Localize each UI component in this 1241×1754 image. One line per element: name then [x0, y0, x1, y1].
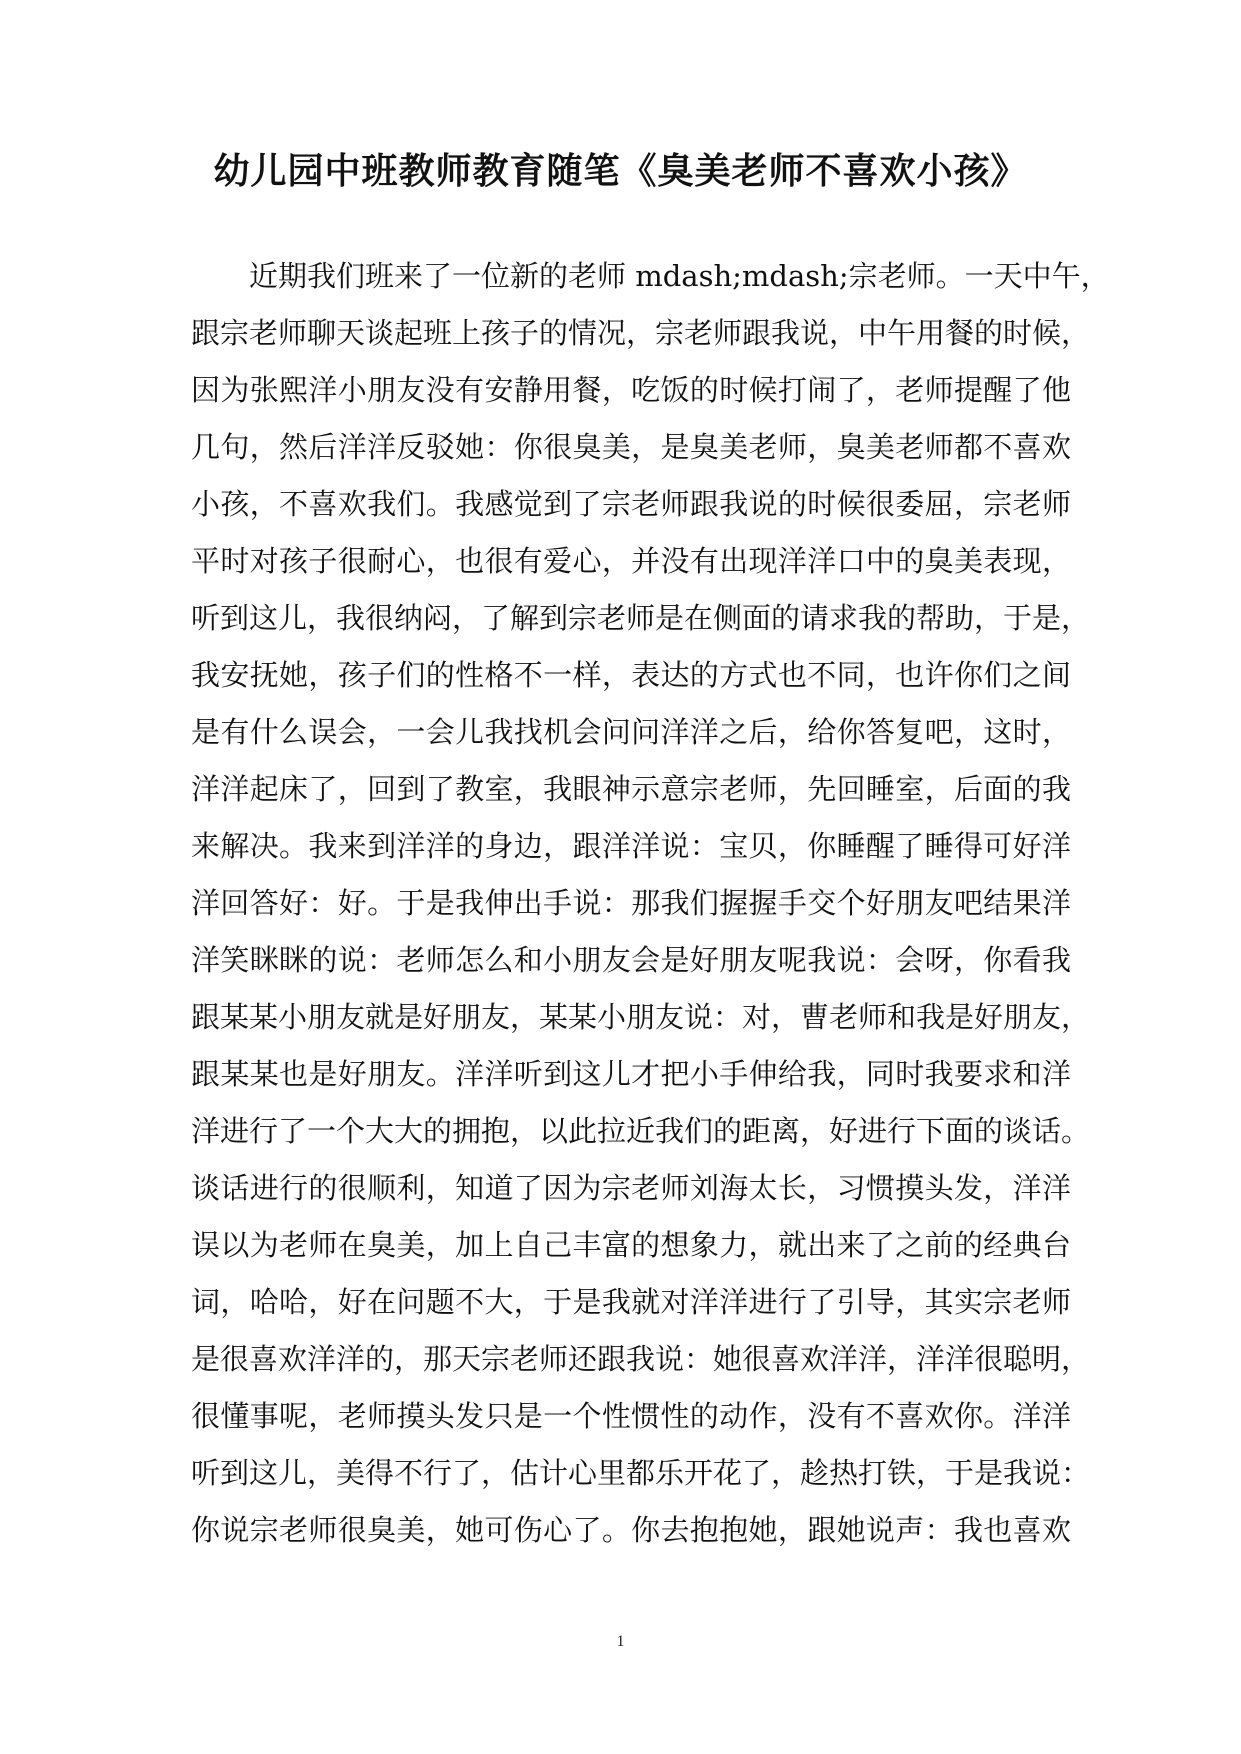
body-line: 听到这儿，美得不行了，估计心里都乐开花了，趁热打铁，于是我说： [191, 1456, 1091, 1490]
body-line: 是很喜欢洋洋的，那天宗老师还跟我说：她很喜欢洋洋，洋洋很聪明， [191, 1342, 1091, 1376]
body-line: 我安抚她，孩子们的性格不一样，表达的方式也不同，也许你们之间 [191, 658, 1071, 692]
body-line: 误以为老师在臭美，加上自己丰富的想象力，就出来了之前的经典台 [191, 1228, 1071, 1262]
body-line: 听到这儿，我很纳闷，了解到宗老师是在侧面的请求我的帮助，于是， [191, 601, 1091, 635]
body-line: 洋进行了一个大大的拥抱，以此拉近我们的距离，好进行下面的谈话。 [191, 1114, 1091, 1148]
body-line: 跟宗老师聊天谈起班上孩子的情况，宗老师跟我说，中午用餐的时候， [191, 316, 1091, 350]
body-line: 小孩，不喜欢我们。我感觉到了宗老师跟我说的时候很委屈，宗老师 [191, 487, 1071, 521]
document-body [191, 248, 1110, 1559]
body-line: 洋洋起床了，回到了教室，我眼神示意宗老师，先回睡室，后面的我 [191, 772, 1071, 806]
body-line: 平时对孩子很耐心，也很有爱心，并没有出现洋洋口中的臭美表现， [191, 544, 1071, 578]
body-line: 词，哈哈，好在问题不大，于是我就对洋洋进行了引导，其实宗老师 [191, 1285, 1071, 1319]
body-line: 来解决。我来到洋洋的身边，跟洋洋说：宝贝，你睡醒了睡得可好洋 [191, 829, 1071, 863]
body-line: 近期我们班来了一位新的老师 mdash;mdash;宗老师。一天中午， [249, 259, 1110, 293]
body-line: 跟某某也是好朋友。洋洋听到这儿才把小手伸给我，同时我要求和洋 [191, 1057, 1071, 1091]
document-title: 幼儿园中班教师教育随笔《臭美老师不喜欢小孩》 [213, 150, 1028, 192]
body-line: 跟某某小朋友就是好朋友，某某小朋友说：对，曹老师和我是好朋友， [191, 1000, 1091, 1034]
body-line: 几句，然后洋洋反驳她：你很臭美，是臭美老师，臭美老师都不喜欢 [191, 430, 1071, 464]
body-line: 你说宗老师很臭美，她可伤心了。你去抱抱她，跟她说声：我也喜欢 [191, 1513, 1071, 1547]
page-number: 1 [616, 1633, 625, 1650]
body-line: 谈话进行的很顺利，知道了因为宗老师刘海太长，习惯摸头发，洋洋 [191, 1171, 1071, 1205]
body-line: 洋回答好：好。于是我伸出手说：那我们握握手交个好朋友吧结果洋 [191, 886, 1071, 920]
body-line: 洋笑眯眯的说：老师怎么和小朋友会是好朋友呢我说：会呀，你看我 [191, 943, 1071, 977]
body-line: 是有什么误会，一会儿我找机会问问洋洋之后，给你答复吧，这时， [191, 715, 1071, 749]
body-line: 因为张熙洋小朋友没有安静用餐，吃饭的时候打闹了，老师提醒了他 [191, 373, 1071, 407]
body-line: 很懂事呢，老师摸头发只是一个性惯性的动作，没有不喜欢你。洋洋 [191, 1399, 1071, 1433]
